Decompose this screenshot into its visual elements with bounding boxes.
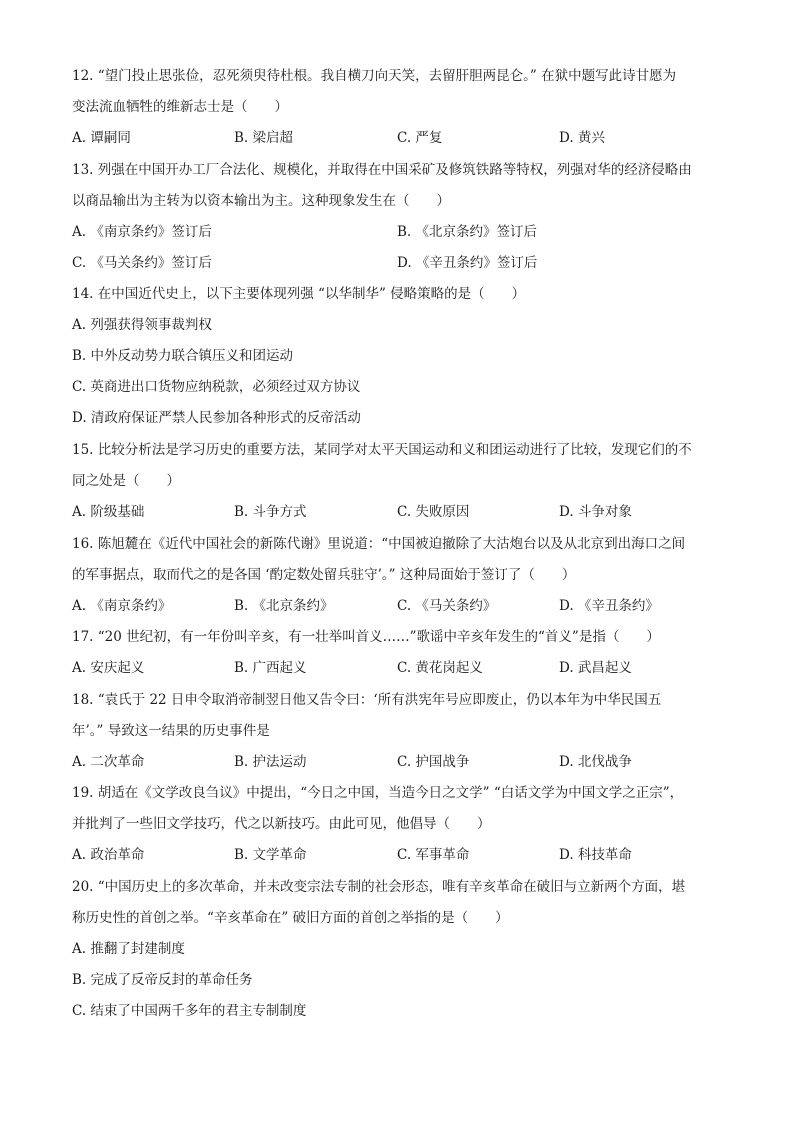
question-17-stem: 17. “20 世纪初，有一年份叫辛亥，有一壮举叫首义……”歌谣中辛亥年发生的“首义”是指（ ） [72, 629, 660, 645]
question-12-option-d: D. 黄兴 [559, 130, 605, 146]
question-15-option-b: B. 斗争方式 [234, 504, 307, 520]
question-17-option-a: A. 安庆起义 [72, 660, 145, 676]
question-12-option-a: A. 谭嗣同 [72, 130, 131, 146]
question-15-stem-line-1: 15. 比较分析法是学习历史的重要方法，某同学对太平天国运动和义和团运动进行了比较，发现它们的不 [72, 442, 692, 458]
question-13-option-d: D. 《辛丑条约》签订后 [397, 255, 538, 271]
question-12-option-c: C. 严复 [397, 130, 443, 146]
question-19-option-b: B. 文学革命 [234, 847, 307, 863]
question-18-option-b: B. 护法运动 [234, 754, 307, 770]
question-15-option-c: C. 失败原因 [397, 504, 470, 520]
question-13-option-c: C. 《马关条约》签订后 [72, 255, 212, 271]
question-18-stem-line-2: 年’。” 导致这一结果的历史事件是 [72, 723, 270, 739]
question-15-stem-line-2: 同之处是（ ） [72, 473, 180, 489]
question-12-option-b: B. 梁启超 [234, 130, 294, 146]
question-19-option-c: C. 军事革命 [397, 847, 470, 863]
question-19-option-a: A. 政治革命 [72, 847, 145, 863]
question-14-stem: 14. 在中国近代史上，以下主要体现列强 “以华制华” 侵略策略的是（ ） [72, 286, 526, 302]
question-16-option-c: C. 《马关条约》 [397, 598, 497, 614]
question-16-option-a: A. 《南京条约》 [72, 598, 172, 614]
question-17-option-c: C. 黄花岗起义 [397, 660, 483, 676]
question-14-option-d: D. 清政府保证严禁人民参加各种形式的反帝活动 [72, 410, 361, 426]
question-20-option-a: A. 推翻了封建制度 [72, 941, 185, 957]
question-15-option-a: A. 阶级基础 [72, 504, 145, 520]
question-20-stem-line-2: 称历史性的首创之举。“辛亥革命在” 破旧方面的首创之举指的是（ ） [72, 910, 509, 926]
question-19-stem-line-2: 并批判了一些旧文学技巧，代之以新技巧。由此可见，他倡导（ ） [72, 816, 491, 832]
question-16-option-b: B. 《北京条约》 [234, 598, 334, 614]
question-20-option-c: C. 结束了中国两千多年的君主专制制度 [72, 1003, 307, 1019]
question-17-option-d: D. 武昌起义 [559, 660, 632, 676]
question-18-option-d: D. 北伐战争 [559, 754, 632, 770]
question-13-option-b: B. 《北京条约》签订后 [397, 224, 538, 240]
question-14-option-c: C. 英商进出口货物应纳税款，必须经过双方协议 [72, 379, 361, 395]
question-16-stem-line-2: 的军事据点，取而代之的是各国 ‘酌定数处留兵驻守’。” 这种局面始于签订了（ ） [72, 567, 576, 583]
question-13-option-a: A. 《南京条约》签订后 [72, 224, 212, 240]
question-16-stem-line-1: 16. 陈旭麓在《近代中国社会的新陈代谢》里说道：“中国被迫撤除了大沽炮台以及从北京到出海口之间 [72, 536, 686, 552]
question-20-option-b: B. 完成了反帝反封的革命任务 [72, 972, 253, 988]
question-15-option-d: D. 斗争对象 [559, 504, 632, 520]
question-18-stem-line-1: 18. “袁氏于 22 日申令取消帝制翌日他又告令曰：‘所有洪宪年号应即废止，仍以本年为中华民国五 [72, 692, 662, 708]
question-19-stem-line-1: 19. 胡适在《文学改良刍议》中提出，“今日之中国，当造今日之文学” “白话文学为中国文学之正宗”， [72, 785, 684, 801]
question-13-stem-line-1: 13. 列强在中国开办工厂合法化、规模化，并取得在中国采矿及修筑铁路等特权，列强对华的经济侵略由 [72, 162, 692, 178]
question-18-option-c: C. 护国战争 [397, 754, 470, 770]
question-20-stem-line-1: 20. “中国历史上的多次革命，并未改变宗法专制的社会形态，唯有辛亥革命在破旧与立新两个方面，堪 [72, 879, 686, 895]
question-13-stem-line-2: 以商品输出为主转为以资本输出为主。这种现象发生在（ ） [72, 193, 450, 209]
question-19-option-d: D. 科技革命 [559, 847, 632, 863]
question-12-stem-line-1: 12. “望门投止思张俭，忍死须臾待杜根。我自横刀向天笑，去留肝胆两昆仑。” 在狱中题写此诗甘愿为 [72, 68, 677, 84]
question-16-option-d: D. 《辛丑条约》 [559, 598, 659, 614]
question-12-stem-line-2: 变法流血牺牲的维新志士是（ ） [72, 99, 288, 115]
question-17-option-b: B. 广西起义 [234, 660, 307, 676]
question-14-option-b: B. 中外反动势力联合镇压义和团运动 [72, 348, 294, 364]
question-14-option-a: A. 列强获得领事裁判权 [72, 317, 212, 333]
question-18-option-a: A. 二次革命 [72, 754, 145, 770]
